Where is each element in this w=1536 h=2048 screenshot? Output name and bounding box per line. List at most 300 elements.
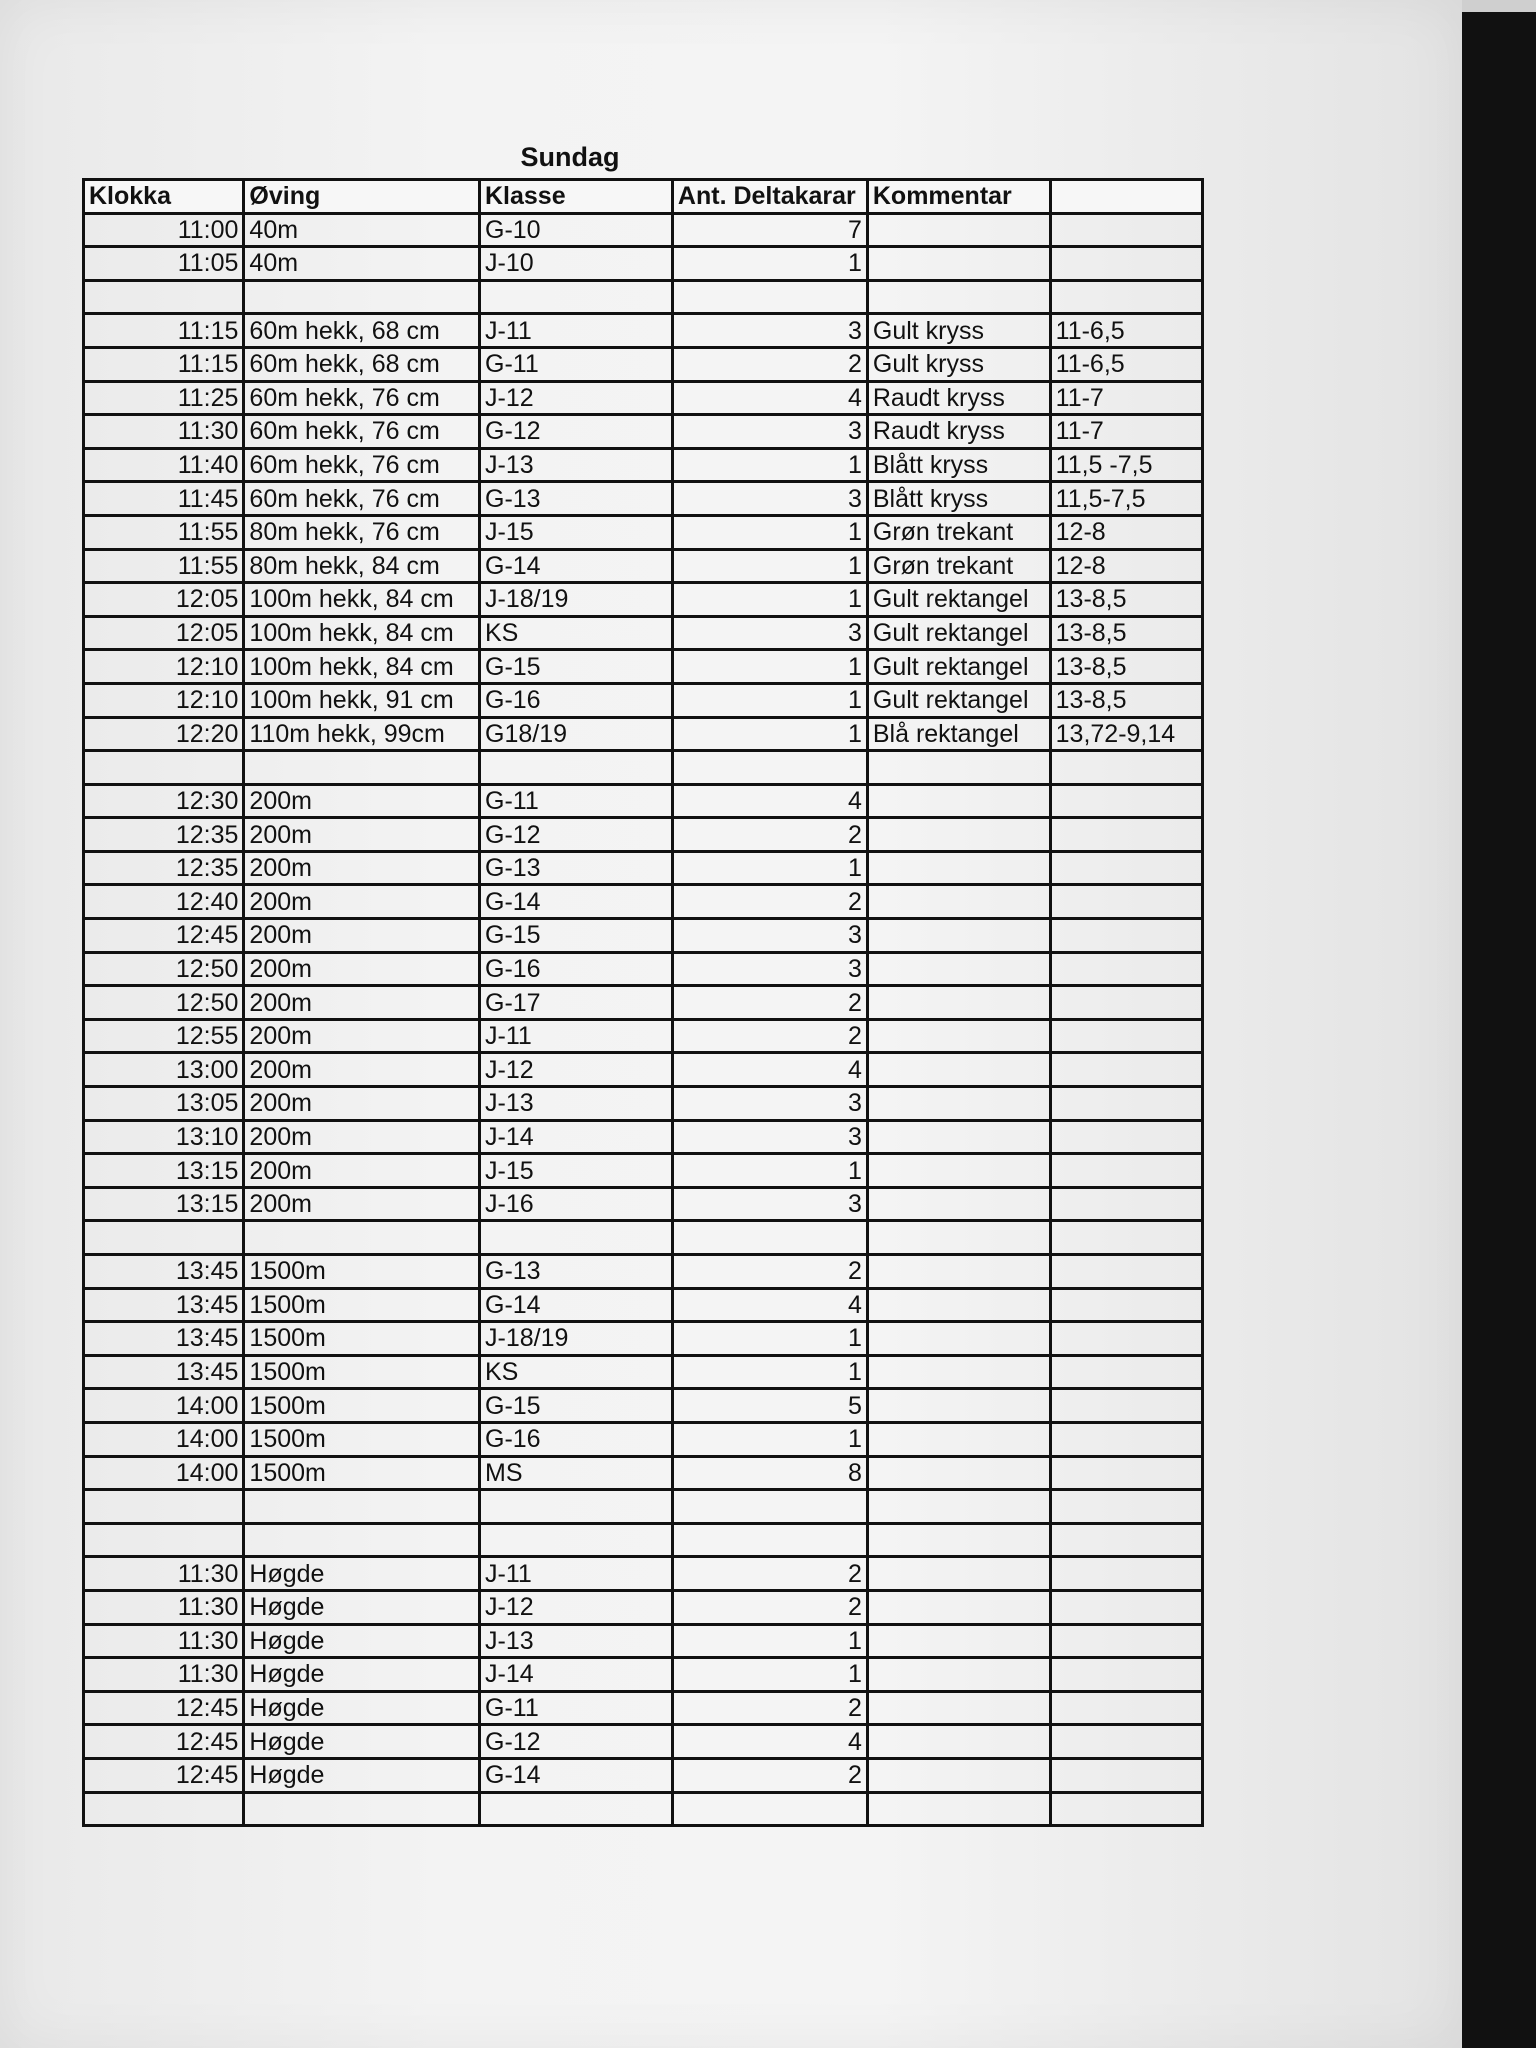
class-cell: G-11 xyxy=(480,1691,673,1725)
measure-cell: 11,5 -7,5 xyxy=(1050,448,1202,482)
measure-cell: 13-8,5 xyxy=(1050,650,1202,684)
event-cell: 60m hekk, 68 cm xyxy=(244,347,480,381)
measure-cell xyxy=(1050,1725,1202,1759)
class-cell: G-14 xyxy=(480,549,673,583)
count-cell: 4 xyxy=(672,1288,867,1322)
class-cell: G-16 xyxy=(480,952,673,986)
header-oving: Øving xyxy=(244,180,480,214)
table-row xyxy=(84,751,1203,785)
time-cell: 11:30 xyxy=(84,1557,244,1591)
time-cell: 11:00 xyxy=(84,213,244,247)
event-cell: 60m hekk, 76 cm xyxy=(244,482,480,516)
table-row xyxy=(84,1187,1203,1221)
class-cell: G-13 xyxy=(480,482,673,516)
count-cell: 3 xyxy=(672,415,867,449)
comment-cell: Grøn trekant xyxy=(867,549,1050,583)
count-cell: 1 xyxy=(672,1658,867,1692)
time-cell: 12:45 xyxy=(84,1691,244,1725)
class-cell: J-12 xyxy=(480,1590,673,1624)
measure-cell xyxy=(1050,1255,1202,1289)
time-cell: 12:30 xyxy=(84,784,244,818)
event-cell xyxy=(244,751,480,785)
count-cell: 1 xyxy=(672,549,867,583)
class-cell: J-15 xyxy=(480,515,673,549)
table-row xyxy=(84,1624,1203,1658)
header-ant-deltakarar: Ant. Deltakarar xyxy=(672,180,867,214)
time-cell: 11:45 xyxy=(84,482,244,516)
table-row xyxy=(84,784,1203,818)
time-cell: 13:10 xyxy=(84,1120,244,1154)
time-cell: 13:45 xyxy=(84,1288,244,1322)
measure-cell xyxy=(1050,1389,1202,1423)
event-cell: 200m xyxy=(244,1154,480,1188)
table-row xyxy=(84,549,1203,583)
time-cell: 12:20 xyxy=(84,717,244,751)
count-cell: 3 xyxy=(672,919,867,953)
measure-cell xyxy=(1050,1087,1202,1121)
comment-cell: Blå rektangel xyxy=(867,717,1050,751)
table-row xyxy=(84,683,1203,717)
comment-cell: Blått kryss xyxy=(867,448,1050,482)
schedule-body xyxy=(84,213,1203,1826)
time-cell: 14:00 xyxy=(84,1456,244,1490)
event-cell: Høgde xyxy=(244,1758,480,1792)
measure-cell xyxy=(1050,885,1202,919)
time-cell xyxy=(84,751,244,785)
event-cell: 1500m xyxy=(244,1322,480,1356)
time-cell: 13:05 xyxy=(84,1087,244,1121)
count-cell: 3 xyxy=(672,1087,867,1121)
measure-cell xyxy=(1050,1019,1202,1053)
measure-cell xyxy=(1050,1355,1202,1389)
comment-cell xyxy=(867,1590,1050,1624)
measure-cell xyxy=(1050,986,1202,1020)
event-cell: Høgde xyxy=(244,1557,480,1591)
class-cell: G-11 xyxy=(480,784,673,818)
count-cell: 3 xyxy=(672,1120,867,1154)
event-cell: 1500m xyxy=(244,1389,480,1423)
event-cell: Høgde xyxy=(244,1725,480,1759)
class-cell: J-13 xyxy=(480,1624,673,1658)
measure-cell xyxy=(1050,1557,1202,1591)
table-row xyxy=(84,347,1203,381)
event-cell xyxy=(244,1490,480,1524)
comment-cell xyxy=(867,1120,1050,1154)
comment-cell xyxy=(867,1758,1050,1792)
measure-cell xyxy=(1050,818,1202,852)
time-cell: 11:30 xyxy=(84,1658,244,1692)
table-row xyxy=(84,952,1203,986)
comment-cell xyxy=(867,1557,1050,1591)
class-cell: G-12 xyxy=(480,1725,673,1759)
table-row xyxy=(84,1288,1203,1322)
table-row xyxy=(84,1792,1203,1826)
table-row xyxy=(84,1490,1203,1524)
comment-cell: Raudt kryss xyxy=(867,381,1050,415)
comment-cell xyxy=(867,1691,1050,1725)
time-cell xyxy=(84,1221,244,1255)
measure-cell: 13-8,5 xyxy=(1050,683,1202,717)
count-cell: 2 xyxy=(672,1019,867,1053)
measure-cell xyxy=(1050,919,1202,953)
time-cell: 11:15 xyxy=(84,314,244,348)
class-cell: G-14 xyxy=(480,1288,673,1322)
count-cell: 3 xyxy=(672,616,867,650)
comment-cell xyxy=(867,1087,1050,1121)
class-cell xyxy=(480,1490,673,1524)
table-row xyxy=(84,1255,1203,1289)
table-row xyxy=(84,314,1203,348)
comment-cell xyxy=(867,952,1050,986)
comment-cell: Grøn trekant xyxy=(867,515,1050,549)
time-cell: 12:50 xyxy=(84,952,244,986)
table-row xyxy=(84,583,1203,617)
time-cell: 12:50 xyxy=(84,986,244,1020)
count-cell: 1 xyxy=(672,683,867,717)
measure-cell xyxy=(1050,1120,1202,1154)
comment-cell xyxy=(867,1154,1050,1188)
time-cell: 11:55 xyxy=(84,515,244,549)
measure-cell xyxy=(1050,1456,1202,1490)
comment-cell xyxy=(867,1792,1050,1826)
count-cell: 1 xyxy=(672,515,867,549)
table-row xyxy=(84,381,1203,415)
header-row xyxy=(84,180,1203,214)
measure-cell xyxy=(1050,1187,1202,1221)
header-kommentar: Kommentar xyxy=(867,180,1050,214)
event-cell: Høgde xyxy=(244,1590,480,1624)
time-cell: 11:30 xyxy=(84,415,244,449)
comment-cell xyxy=(867,247,1050,281)
measure-cell xyxy=(1050,1422,1202,1456)
schedule-table xyxy=(82,178,1204,1827)
class-cell: KS xyxy=(480,1355,673,1389)
class-cell: G18/19 xyxy=(480,717,673,751)
comment-cell: Gult rektangel xyxy=(867,616,1050,650)
class-cell xyxy=(480,751,673,785)
class-cell: G-13 xyxy=(480,851,673,885)
class-cell: G-15 xyxy=(480,919,673,953)
comment-cell xyxy=(867,1255,1050,1289)
count-cell: 7 xyxy=(672,213,867,247)
measure-cell xyxy=(1050,1624,1202,1658)
measure-cell xyxy=(1050,1792,1202,1826)
table-row xyxy=(84,818,1203,852)
class-cell: J-15 xyxy=(480,1154,673,1188)
measure-cell xyxy=(1050,213,1202,247)
count-cell: 4 xyxy=(672,784,867,818)
measure-cell xyxy=(1050,280,1202,314)
table-row xyxy=(84,851,1203,885)
measure-cell xyxy=(1050,751,1202,785)
class-cell xyxy=(480,1792,673,1826)
comment-cell xyxy=(867,1355,1050,1389)
event-cell: 200m xyxy=(244,818,480,852)
table-row xyxy=(84,616,1203,650)
count-cell: 1 xyxy=(672,583,867,617)
time-cell: 13:00 xyxy=(84,1053,244,1087)
class-cell: J-18/19 xyxy=(480,583,673,617)
table-row xyxy=(84,482,1203,516)
event-cell: 40m xyxy=(244,247,480,281)
table-row xyxy=(84,448,1203,482)
table-row xyxy=(84,1557,1203,1591)
comment-cell xyxy=(867,1288,1050,1322)
measure-cell xyxy=(1050,1490,1202,1524)
count-cell xyxy=(672,1523,867,1557)
measure-cell xyxy=(1050,1322,1202,1356)
table-row xyxy=(84,1590,1203,1624)
time-cell: 12:45 xyxy=(84,919,244,953)
measure-cell xyxy=(1050,952,1202,986)
class-cell: G-14 xyxy=(480,1758,673,1792)
comment-cell: Gult kryss xyxy=(867,347,1050,381)
time-cell: 11:25 xyxy=(84,381,244,415)
measure-cell: 13-8,5 xyxy=(1050,616,1202,650)
measure-cell xyxy=(1050,784,1202,818)
count-cell: 1 xyxy=(672,717,867,751)
count-cell xyxy=(672,280,867,314)
table-row xyxy=(84,1758,1203,1792)
event-cell: 200m xyxy=(244,784,480,818)
event-cell: 110m hekk, 99cm xyxy=(244,717,480,751)
comment-cell xyxy=(867,1221,1050,1255)
count-cell xyxy=(672,751,867,785)
count-cell: 2 xyxy=(672,1557,867,1591)
event-cell: 200m xyxy=(244,952,480,986)
comment-cell xyxy=(867,1389,1050,1423)
time-cell: 12:45 xyxy=(84,1725,244,1759)
event-cell xyxy=(244,1221,480,1255)
count-cell: 1 xyxy=(672,1624,867,1658)
table-row xyxy=(84,1355,1203,1389)
comment-cell xyxy=(867,851,1050,885)
class-cell: J-16 xyxy=(480,1187,673,1221)
time-cell: 13:15 xyxy=(84,1187,244,1221)
class-cell: J-18/19 xyxy=(480,1322,673,1356)
comment-cell xyxy=(867,1624,1050,1658)
table-row xyxy=(84,1120,1203,1154)
count-cell: 2 xyxy=(672,986,867,1020)
comment-cell: Blått kryss xyxy=(867,482,1050,516)
event-cell: 200m xyxy=(244,1120,480,1154)
measure-cell: 11,5-7,5 xyxy=(1050,482,1202,516)
table-row xyxy=(84,885,1203,919)
comment-cell: Gult rektangel xyxy=(867,650,1050,684)
event-cell: 100m hekk, 84 cm xyxy=(244,583,480,617)
class-cell: G-11 xyxy=(480,347,673,381)
event-cell: 1500m xyxy=(244,1456,480,1490)
measure-cell xyxy=(1050,1523,1202,1557)
count-cell: 1 xyxy=(672,1322,867,1356)
event-cell: 100m hekk, 91 cm xyxy=(244,683,480,717)
table-row xyxy=(84,1389,1203,1423)
header-extra xyxy=(1050,180,1202,214)
comment-cell xyxy=(867,1523,1050,1557)
class-cell: J-10 xyxy=(480,247,673,281)
count-cell: 2 xyxy=(672,1758,867,1792)
event-cell: 60m hekk, 76 cm xyxy=(244,448,480,482)
time-cell: 11:40 xyxy=(84,448,244,482)
comment-cell xyxy=(867,1187,1050,1221)
measure-cell: 11-6,5 xyxy=(1050,314,1202,348)
comment-cell xyxy=(867,818,1050,852)
measure-cell: 13-8,5 xyxy=(1050,583,1202,617)
count-cell: 3 xyxy=(672,1187,867,1221)
comment-cell xyxy=(867,784,1050,818)
comment-cell xyxy=(867,1422,1050,1456)
class-cell: G-12 xyxy=(480,415,673,449)
table-row xyxy=(84,1053,1203,1087)
event-cell xyxy=(244,1792,480,1826)
event-cell: 100m hekk, 84 cm xyxy=(244,650,480,684)
comment-cell xyxy=(867,1725,1050,1759)
table-row xyxy=(84,247,1203,281)
comment-cell xyxy=(867,1658,1050,1692)
count-cell xyxy=(672,1221,867,1255)
comment-cell xyxy=(867,1456,1050,1490)
count-cell: 1 xyxy=(672,1154,867,1188)
event-cell: 200m xyxy=(244,1187,480,1221)
comment-cell xyxy=(867,885,1050,919)
class-cell: G-15 xyxy=(480,1389,673,1423)
measure-cell xyxy=(1050,1154,1202,1188)
class-cell: J-11 xyxy=(480,1019,673,1053)
measure-cell: 11-7 xyxy=(1050,381,1202,415)
class-cell: J-14 xyxy=(480,1658,673,1692)
count-cell: 5 xyxy=(672,1389,867,1423)
class-cell: J-12 xyxy=(480,1053,673,1087)
comment-cell: Gult kryss xyxy=(867,314,1050,348)
page-title: Sundag xyxy=(520,142,620,172)
class-cell: J-13 xyxy=(480,1087,673,1121)
count-cell: 3 xyxy=(672,952,867,986)
time-cell xyxy=(84,1490,244,1524)
class-cell: J-11 xyxy=(480,314,673,348)
time-cell: 12:55 xyxy=(84,1019,244,1053)
event-cell: 60m hekk, 76 cm xyxy=(244,415,480,449)
event-cell: 60m hekk, 76 cm xyxy=(244,381,480,415)
event-cell: 200m xyxy=(244,851,480,885)
event-cell: 200m xyxy=(244,919,480,953)
count-cell: 4 xyxy=(672,381,867,415)
header-klasse: Klasse xyxy=(480,180,673,214)
measure-cell: 12-8 xyxy=(1050,515,1202,549)
measure-cell: 11-7 xyxy=(1050,415,1202,449)
time-cell: 12:40 xyxy=(84,885,244,919)
table-row xyxy=(84,986,1203,1020)
table-row xyxy=(84,280,1203,314)
event-cell: 1500m xyxy=(244,1355,480,1389)
time-cell: 11:05 xyxy=(84,247,244,281)
count-cell xyxy=(672,1490,867,1524)
class-cell: G-13 xyxy=(480,1255,673,1289)
comment-cell xyxy=(867,919,1050,953)
count-cell xyxy=(672,1792,867,1826)
table-row xyxy=(84,1456,1203,1490)
measure-cell xyxy=(1050,1691,1202,1725)
comment-cell: Raudt kryss xyxy=(867,415,1050,449)
class-cell xyxy=(480,1523,673,1557)
count-cell: 2 xyxy=(672,885,867,919)
count-cell: 1 xyxy=(672,650,867,684)
event-cell xyxy=(244,1523,480,1557)
class-cell: G-17 xyxy=(480,986,673,1020)
event-cell: Høgde xyxy=(244,1658,480,1692)
table-row xyxy=(84,1691,1203,1725)
class-cell: G-10 xyxy=(480,213,673,247)
measure-cell xyxy=(1050,1221,1202,1255)
comment-cell xyxy=(867,1053,1050,1087)
time-cell: 12:05 xyxy=(84,583,244,617)
event-cell: 200m xyxy=(244,1053,480,1087)
event-cell: 60m hekk, 68 cm xyxy=(244,314,480,348)
table-row xyxy=(84,717,1203,751)
event-cell: 200m xyxy=(244,885,480,919)
comment-cell: Gult rektangel xyxy=(867,683,1050,717)
comment-cell xyxy=(867,986,1050,1020)
class-cell: G-16 xyxy=(480,1422,673,1456)
time-cell xyxy=(84,1792,244,1826)
table-row xyxy=(84,650,1203,684)
time-cell: 12:05 xyxy=(84,616,244,650)
table-row xyxy=(84,1322,1203,1356)
measure-cell: 11-6,5 xyxy=(1050,347,1202,381)
table-row xyxy=(84,1087,1203,1121)
class-cell: G-16 xyxy=(480,683,673,717)
measure-cell xyxy=(1050,1658,1202,1692)
count-cell: 1 xyxy=(672,247,867,281)
event-cell: 1500m xyxy=(244,1422,480,1456)
count-cell: 1 xyxy=(672,448,867,482)
count-cell: 2 xyxy=(672,1590,867,1624)
comment-cell xyxy=(867,1490,1050,1524)
time-cell xyxy=(84,280,244,314)
time-cell: 12:10 xyxy=(84,650,244,684)
measure-cell xyxy=(1050,247,1202,281)
event-cell: Høgde xyxy=(244,1691,480,1725)
time-cell: 14:00 xyxy=(84,1422,244,1456)
class-cell: MS xyxy=(480,1456,673,1490)
table-row xyxy=(84,1523,1203,1557)
class-cell xyxy=(480,280,673,314)
count-cell: 2 xyxy=(672,818,867,852)
comment-cell xyxy=(867,213,1050,247)
time-cell: 11:55 xyxy=(84,549,244,583)
class-cell: J-12 xyxy=(480,381,673,415)
time-cell: 12:35 xyxy=(84,851,244,885)
time-cell: 11:30 xyxy=(84,1624,244,1658)
time-cell: 13:45 xyxy=(84,1322,244,1356)
header-klokka: Klokka xyxy=(84,180,244,214)
event-cell: 200m xyxy=(244,986,480,1020)
event-cell: 1500m xyxy=(244,1255,480,1289)
table-row xyxy=(84,1422,1203,1456)
measure-cell xyxy=(1050,1053,1202,1087)
table-row xyxy=(84,213,1203,247)
count-cell: 8 xyxy=(672,1456,867,1490)
event-cell: 80m hekk, 76 cm xyxy=(244,515,480,549)
event-cell xyxy=(244,280,480,314)
event-cell: 100m hekk, 84 cm xyxy=(244,616,480,650)
time-cell: 12:45 xyxy=(84,1758,244,1792)
table-row xyxy=(84,1154,1203,1188)
event-cell: Høgde xyxy=(244,1624,480,1658)
comment-cell xyxy=(867,751,1050,785)
time-cell xyxy=(84,1523,244,1557)
time-cell: 11:30 xyxy=(84,1590,244,1624)
time-cell: 14:00 xyxy=(84,1389,244,1423)
